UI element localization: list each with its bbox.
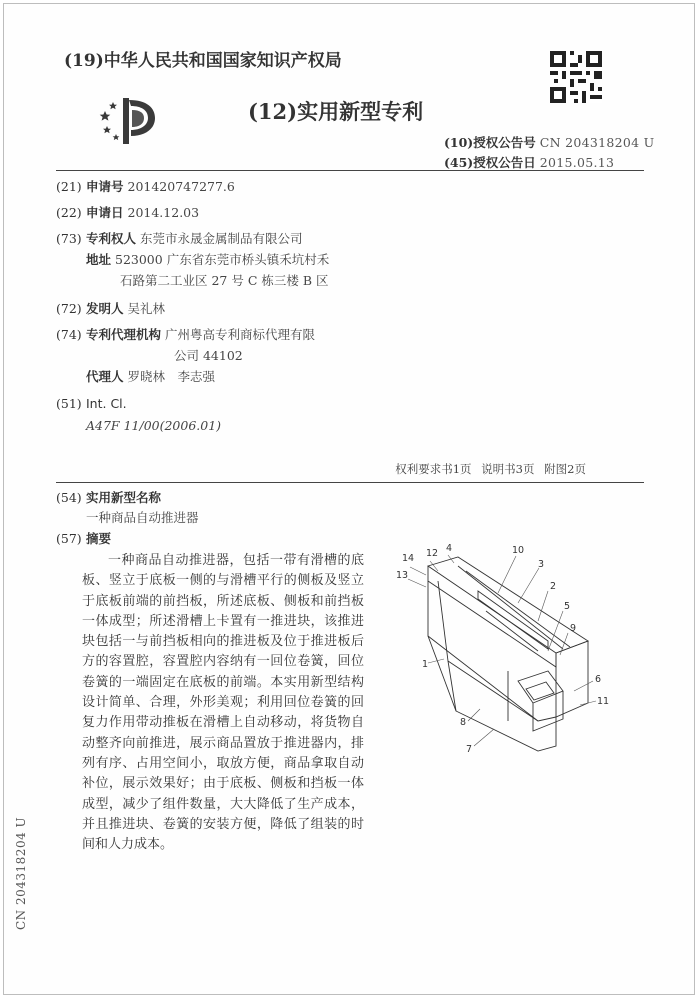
int-cl-value: A47F 11/00(2006.01) [86, 418, 222, 433]
int-cl-row [56, 394, 127, 413]
qr-code-icon [550, 51, 602, 103]
part-label: 7 [466, 744, 473, 755]
part-label: 1 [422, 659, 429, 670]
side-publication-number: CN 204318204 U [14, 816, 28, 930]
utility-model-title-row [86, 508, 199, 527]
patentee: 东莞市永晟金属制品有限公司 [140, 231, 303, 246]
grant-pub-number: CN 204318204 U [539, 135, 655, 150]
inventor: 吴礼林 [127, 301, 166, 316]
field-label: 地址 [86, 252, 112, 267]
grant-pub-date-row [444, 153, 614, 171]
field-label: 代理人 [86, 369, 124, 384]
field-label: 摘要 [86, 531, 112, 546]
field-label: 实用新型名称 [86, 490, 162, 505]
part-label: 4 [446, 543, 453, 554]
part-label: 12 [426, 548, 439, 559]
field-label: 申请日 [86, 205, 124, 220]
address-row-2 [120, 271, 329, 290]
agency-row [56, 325, 315, 344]
field-code: (22) [56, 205, 82, 220]
part-label: 6 [595, 674, 602, 685]
grant-pub-date: 2015.05.13 [539, 155, 615, 170]
field-code: (21) [56, 179, 82, 194]
abstract-heading-row [56, 529, 111, 548]
pusher-drawing [388, 541, 618, 761]
cnipa-logo-icon [99, 94, 161, 148]
agency-line-2: 公司 44102 [174, 348, 243, 363]
part-label: 9 [570, 623, 577, 634]
filing-date-row [56, 203, 199, 222]
field-code: (51) [56, 396, 82, 411]
part-label: 13 [396, 570, 409, 581]
abstract-text: 一种商品自动推进器，包括一带有滑槽的底板、竖立于底板一侧的与滑槽平行的侧板及竖立于底板前端的前挡板，所述底板、侧板和前挡板一体成型；所述滑槽上卡置有一推进块，该推进块包括一与前挡板相向的推进板及位于推进板后方的容置腔，容置腔内容纳有一回位卷簧，回位卷簧的一端固定在底板的前端。本实用新型结构设计简单、合理，外形美观；利用回位卷簧的回复力作用带动推板在滑槽上自动移动，将货物自动整齐向前推进，展示商品置放于推进器内，排列有序、占用空间小，取放方便，商品拿取自动补位，展示效果好；由于底板、侧板和挡板一体成型，减少了组件数量，大大降低了生产成本，并且推进块、卷簧的安装方便，降低了组装的时间和人力成本。 [82, 553, 364, 853]
drawings-pages: 附图2页 [544, 462, 586, 476]
part-label: 10 [512, 545, 525, 556]
section-divider [56, 482, 644, 483]
field-code: (54) [56, 490, 82, 505]
part-label: 14 [402, 553, 415, 564]
inventor-row [56, 299, 165, 318]
agent: 罗晓林 李志强 [127, 369, 216, 384]
agency-row-2 [174, 346, 243, 365]
claims-pages: 权利要求书1页 [395, 462, 472, 476]
agency-line-1: 广州粤高专利商标代理有限 [165, 327, 316, 342]
grant-pub-number-row [444, 133, 654, 151]
patentee-row [56, 229, 303, 248]
filing-date: 2014.12.03 [127, 205, 200, 220]
agent-row [86, 367, 215, 386]
office-name: (19)中华人民共和国国家知识产权局 [64, 51, 342, 71]
title-row [56, 488, 161, 507]
page-counts [395, 461, 586, 477]
field-label: Int. Cl. [86, 396, 127, 411]
address-line-1: 523000 广东省东莞市桥头镇禾坑村禾 [115, 252, 330, 267]
patent-page [3, 3, 695, 995]
int-cl-value-row [86, 416, 221, 435]
part-label: 11 [597, 696, 610, 707]
header-divider [56, 170, 644, 171]
grant-pub-number-label: (10)授权公告号 [444, 135, 536, 150]
description-pages: 说明书3页 [481, 462, 535, 476]
address-line-2: 石路第二工业区 27 号 C 栋三楼 B 区 [120, 273, 329, 288]
field-code: (73) [56, 231, 82, 246]
field-label: 发明人 [86, 301, 124, 316]
part-label: 2 [550, 581, 557, 592]
part-label: 8 [460, 717, 467, 728]
utility-model-title: 一种商品自动推进器 [86, 510, 199, 525]
part-label: 3 [538, 559, 545, 570]
field-label: 申请号 [86, 179, 124, 194]
part-label: 5 [564, 601, 571, 612]
application-number-row [56, 177, 235, 196]
document-type: (12)实用新型专利 [248, 99, 424, 124]
field-label: 专利代理机构 [86, 327, 162, 342]
address-row [86, 250, 329, 269]
application-number: 201420747277.6 [127, 179, 235, 194]
grant-pub-date-label: (45)授权公告日 [444, 155, 536, 170]
field-label: 专利权人 [86, 231, 137, 246]
field-code: (57) [56, 531, 82, 546]
field-code: (74) [56, 327, 82, 342]
field-code: (72) [56, 301, 82, 316]
